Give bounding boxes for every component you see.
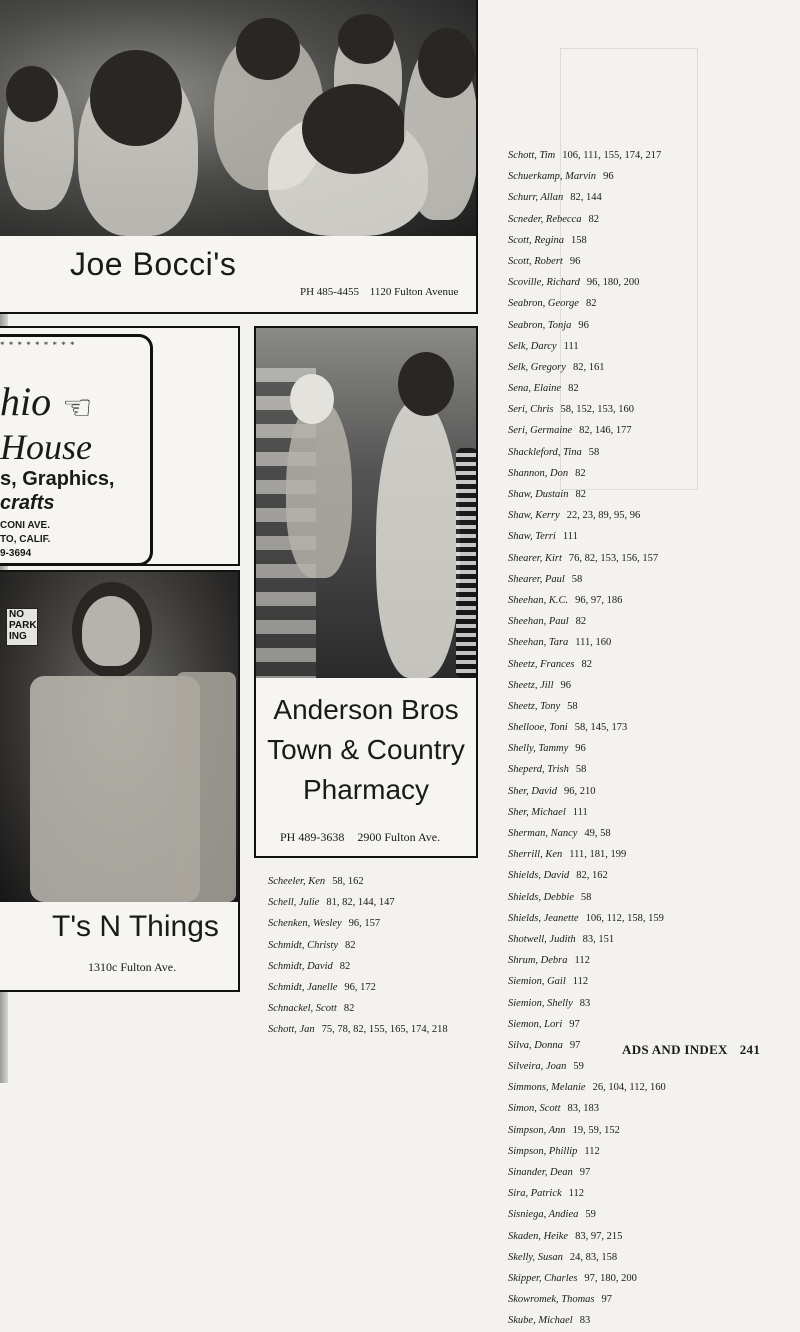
index-entry-pages: 59 [573,1061,584,1073]
page-footer [622,1042,760,1058]
index-entry-name: Sheehan, K.C. [508,594,569,606]
index-entry-name: Shaw, Terri [508,531,556,543]
anderson-address: 2900 Fulton Ave. [357,830,441,844]
index-entry [508,1120,666,1141]
index-entry-pages: 58 [567,700,578,712]
index-entry-pages: 97 [579,1167,591,1178]
index-entry [508,1183,666,1204]
index-entry-pages: 112 [572,976,589,988]
index-entry [508,929,666,950]
index-entry-pages: 58 [580,891,592,903]
index-entry [508,399,666,420]
photo-house-line: House [0,427,92,467]
index-entry-pages: 83, 183 [567,1103,599,1115]
index-entry-name: Shields, David [508,870,570,882]
index-entry [508,654,666,675]
index-list-left [268,871,448,1041]
index-entry [508,611,666,632]
index-entry-pages: 112 [574,955,590,967]
page-number: 241 [739,1042,761,1057]
tsn-photo [0,572,238,902]
index-entry-pages: 112 [584,1145,600,1157]
index-entry-name: Schuerkamp, Marvin [508,171,597,183]
index-entry-pages: 82 [575,467,586,479]
index-entry-name: Siemion, Shelly [508,997,573,1009]
index-entry-name: Simpson, Ann [508,1124,566,1136]
index-entry-name: Shackleford, Tina [508,446,582,458]
index-entry-pages: 97 [569,1018,580,1030]
index-entry-pages: 59 [585,1209,596,1221]
index-entry-name: Skelly, Susan [508,1251,563,1263]
index-entry-pages: 158 [571,234,587,246]
index-entry-pages: 82 [339,960,351,972]
photo-house-line: 9-3694 [0,548,32,559]
index-entry [508,823,666,844]
index-entry [508,865,666,886]
index-entry-pages: 82 [343,1003,355,1015]
index-entry [508,187,666,208]
index-entry [508,166,666,187]
index-entry [508,971,666,992]
index-entry-pages: 82 [575,616,587,628]
index-entry [508,1204,666,1225]
index-entry-pages: 96 [578,319,589,331]
index-entry-pages: 112 [568,1188,585,1200]
index-entry-pages: 96, 172 [344,981,376,993]
index-entry-pages: 111, 160 [575,637,612,649]
index-entry-pages: 111 [562,531,578,543]
index-entry-name: Sherman, Nancy [508,828,578,839]
index-entry-name: Shaw, Dustain [508,489,569,500]
index-entry-name: Schnackel, Scott [268,1003,337,1015]
index-entry [508,1141,666,1162]
index-entry-name: Silveira, Joan [508,1061,567,1073]
index-entry-pages: 82, 146, 177 [579,425,632,437]
index-entry-pages: 96 [603,171,614,183]
index-list-right [508,145,666,1332]
index-entry-name: Skipper, Charles [508,1272,578,1284]
index-entry-name: Schott, Tim [508,150,556,161]
index-entry-name: Simon, Scott [508,1103,561,1115]
index-entry [508,759,666,780]
index-entry [268,998,448,1019]
index-entry-name: Sher, Michael [508,806,566,818]
photo-house-ad [0,326,240,566]
index-entry-name: Scott, Robert [508,255,563,267]
index-entry-name: Schmidt, Christy [268,939,338,951]
index-entry [508,1098,666,1119]
index-entry-pages: 111 [563,340,579,352]
index-entry-name: Skowromek, Thomas [508,1294,595,1306]
index-entry-pages: 58 [588,446,600,458]
anderson-phone: PH 489-3638 [280,830,345,844]
index-entry-name: Shelly, Tammy [508,743,569,755]
index-entry-name: Skube, Michael [508,1315,573,1327]
index-entry [508,145,666,166]
index-entry-pages: 111 [572,806,588,818]
index-entry [508,738,666,759]
index-entry [508,1310,666,1331]
index-entry-name: Shields, Debbie [508,891,574,903]
index-entry-name: Shannon, Don [508,467,569,479]
index-entry-pages: 97, 180, 200 [584,1272,637,1284]
index-entry-name: Sisniega, Andiea [508,1209,579,1221]
index-entry [508,717,666,738]
index-entry-pages: 76, 82, 153, 156, 157 [568,552,659,564]
index-entry-name: Selk, Gregory [508,361,566,373]
index-entry-pages: 24, 83, 158 [569,1251,618,1263]
index-entry-pages: 58, 152, 153, 160 [560,404,635,416]
index-entry-name: Shrum, Debra [508,955,568,967]
index-entry-name: Sheehan, Paul [508,616,569,628]
index-entry-name: Sheetz, Tony [508,700,561,712]
anderson-title-line: Anderson Bros [273,694,459,725]
index-entry-name: Shotwell, Judith [508,933,576,945]
photo-house-line: hio [0,379,52,424]
index-entry [508,526,666,547]
index-entry-pages: 83 [579,997,591,1009]
index-entry-name: Schmidt, Janelle [268,981,338,993]
index-entry-name: Silva, Donna [508,1039,563,1051]
index-entry [268,1019,448,1040]
index-entry [508,590,666,611]
anderson-contact [280,830,440,845]
index-entry [268,956,448,977]
index-entry [508,993,666,1014]
index-entry-pages: 82 [568,383,579,395]
index-entry-pages: 97 [569,1039,581,1051]
index-entry-pages: 82, 161 [572,361,605,373]
index-entry-pages: 96, 97, 186 [575,594,623,606]
index-entry-name: Shaw, Kerry [508,510,560,522]
anderson-ad [254,326,478,858]
index-entry [508,696,666,717]
index-entry [268,977,448,998]
index-entry-name: Sinander, Dean [508,1167,573,1178]
index-entry-name: Schurr, Allan [508,192,564,204]
index-entry-pages: 58, 145, 173 [574,722,628,734]
no-parking-sign: NO PARK ING [6,608,38,646]
index-entry [508,378,666,399]
index-entry [508,1162,666,1183]
index-entry [268,871,448,892]
index-entry-pages: 82 [575,489,586,500]
index-entry-name: Sheehan, Tara [508,637,569,649]
index-entry-name: Sher, David [508,785,557,797]
tsn-name: T's N Things [52,910,219,943]
index-entry-pages: 96, 210 [564,785,596,797]
index-entry-pages: 96, 157 [348,918,381,930]
index-entry-name: Seri, Chris [508,404,554,416]
index-entry-pages: 58 [575,764,587,776]
index-entry [508,251,666,272]
index-entry-pages: 96 [575,743,586,755]
index-entry-pages: 82 [588,213,599,225]
photo-house-line: crafts [0,492,55,514]
index-entry [508,802,666,823]
index-entry-pages: 106, 112, 158, 159 [585,912,664,924]
index-entry-name: Scott, Regina [508,234,564,246]
tsn-ad [0,570,240,992]
bocci-address: 1120 Fulton Avenue [369,286,459,298]
index-entry [508,272,666,293]
index-entry-name: Siemon, Lori [508,1018,563,1030]
index-entry [508,315,666,336]
index-entry [508,209,666,230]
index-entry [508,1056,666,1077]
bocci-contact [300,286,458,298]
index-entry-pages: 75, 78, 82, 155, 165, 174, 218 [321,1024,448,1036]
index-entry-name: Schenken, Wesley [268,918,342,930]
index-entry [268,913,448,934]
index-entry-name: Shearer, Paul [508,573,565,585]
index-entry-name: Sheperd, Trish [508,764,569,776]
index-entry-pages: 106, 111, 155, 174, 217 [562,150,662,161]
index-entry-name: Simpson, Phillip [508,1145,578,1157]
index-entry [508,908,666,929]
footer-label: ADS AND INDEX [622,1042,728,1057]
index-entry-pages: 83, 97, 215 [575,1230,623,1242]
index-entry [508,484,666,505]
index-entry-name: Skaden, Heike [508,1230,569,1242]
index-entry-pages: 97 [601,1294,613,1306]
tsn-address: 1310c Fulton Ave. [88,960,177,974]
index-entry [508,1289,666,1310]
index-entry-pages: 96 [560,679,571,691]
index-entry-pages: 22, 23, 89, 95, 96 [566,510,641,522]
anderson-title-line: Pharmacy [302,774,430,805]
index-entry-name: Sherrill, Ken [508,849,563,861]
index-entry [508,463,666,484]
index-entry-name: Seri, Germaine [508,425,573,437]
index-entry-pages: 96 [569,255,581,267]
index-entry [508,442,666,463]
index-entry [508,336,666,357]
index-entry [508,1014,666,1035]
index-entry [508,1226,666,1247]
index-entry-pages: 49, 58 [584,828,611,839]
index-entry-name: Seabron, George [508,298,579,310]
index-entry [508,1247,666,1268]
index-entry-pages: 26, 104, 112, 160 [592,1082,666,1094]
index-entry [508,357,666,378]
index-entry [508,293,666,314]
index-entry-name: Shellooe, Toni [508,722,568,734]
index-entry [508,1268,666,1289]
index-entry [268,892,448,913]
index-entry-name: Schmidt, David [268,960,333,972]
index-entry-name: Schott, Jan [268,1024,315,1036]
photo-house-stars: * * * * * * * * * [0,340,76,350]
index-entry-pages: 82 [581,658,592,670]
index-entry-name: Selk, Darcy [508,340,557,352]
index-entry-pages: 19, 59, 152 [572,1124,620,1136]
index-entry [508,420,666,441]
index-entry-name: Shields, Jeanette [508,912,579,924]
index-entry [508,781,666,802]
bocci-ad [0,0,478,314]
index-entry-pages: 82, 162 [576,870,608,882]
index-entry [508,1077,666,1098]
index-entry-name: Shearer, Kirt [508,552,562,564]
index-entry-pages: 96, 180, 200 [586,277,640,289]
index-entry-name: Scoville, Richard [508,277,580,289]
index-entry [508,887,666,908]
index-entry [508,569,666,590]
index-entry [508,950,666,971]
index-entry [508,675,666,696]
anderson-photo [256,328,476,678]
index-entry-name: Siemion, Gail [508,976,566,988]
index-entry-name: Seabron, Tonja [508,319,572,331]
index-entry-pages: 83 [579,1315,591,1327]
index-entry-pages: 82, 144 [570,192,602,204]
index-entry-name: Sena, Elaine [508,383,562,395]
index-entry-name: Simmons, Melanie [508,1082,586,1094]
index-entry-pages: 58, 162 [332,876,364,887]
index-entry-name: Sira, Patrick [508,1188,562,1200]
index-entry-name: Scheeler, Ken [268,876,326,887]
index-entry-pages: 82 [585,298,597,310]
index-entry [508,548,666,569]
index-entry-pages: 82 [345,939,356,951]
photo-house-line: TO, CALIF. [0,534,51,545]
index-entry-pages: 58 [571,573,583,585]
index-entry [508,230,666,251]
index-entry [268,935,448,956]
index-entry-name: Schell, Julie [268,897,320,909]
index-entry-pages: 83, 151 [582,933,615,945]
photo-house-line: s, Graphics, [0,468,115,490]
index-entry-pages: 81, 82, 144, 147 [326,897,395,909]
index-entry-name: Scneder, Rebecca [508,213,582,225]
index-entry-pages: 111, 181, 199 [569,849,627,861]
index-entry [508,844,666,865]
photo-house-line: CONI AVE. [0,520,51,531]
index-entry-name: Sheetz, Jill [508,679,554,691]
bocci-phone: PH 485-4455 [300,286,359,298]
index-entry [508,505,666,526]
index-entry [508,632,666,653]
anderson-title-line: Town & Country [267,734,465,765]
index-entry-name: Sheetz, Frances [508,658,575,670]
pointing-hand-icon: ☜ [62,390,93,427]
bocci-photo [0,0,476,236]
bocci-name: Joe Bocci's [70,246,237,282]
